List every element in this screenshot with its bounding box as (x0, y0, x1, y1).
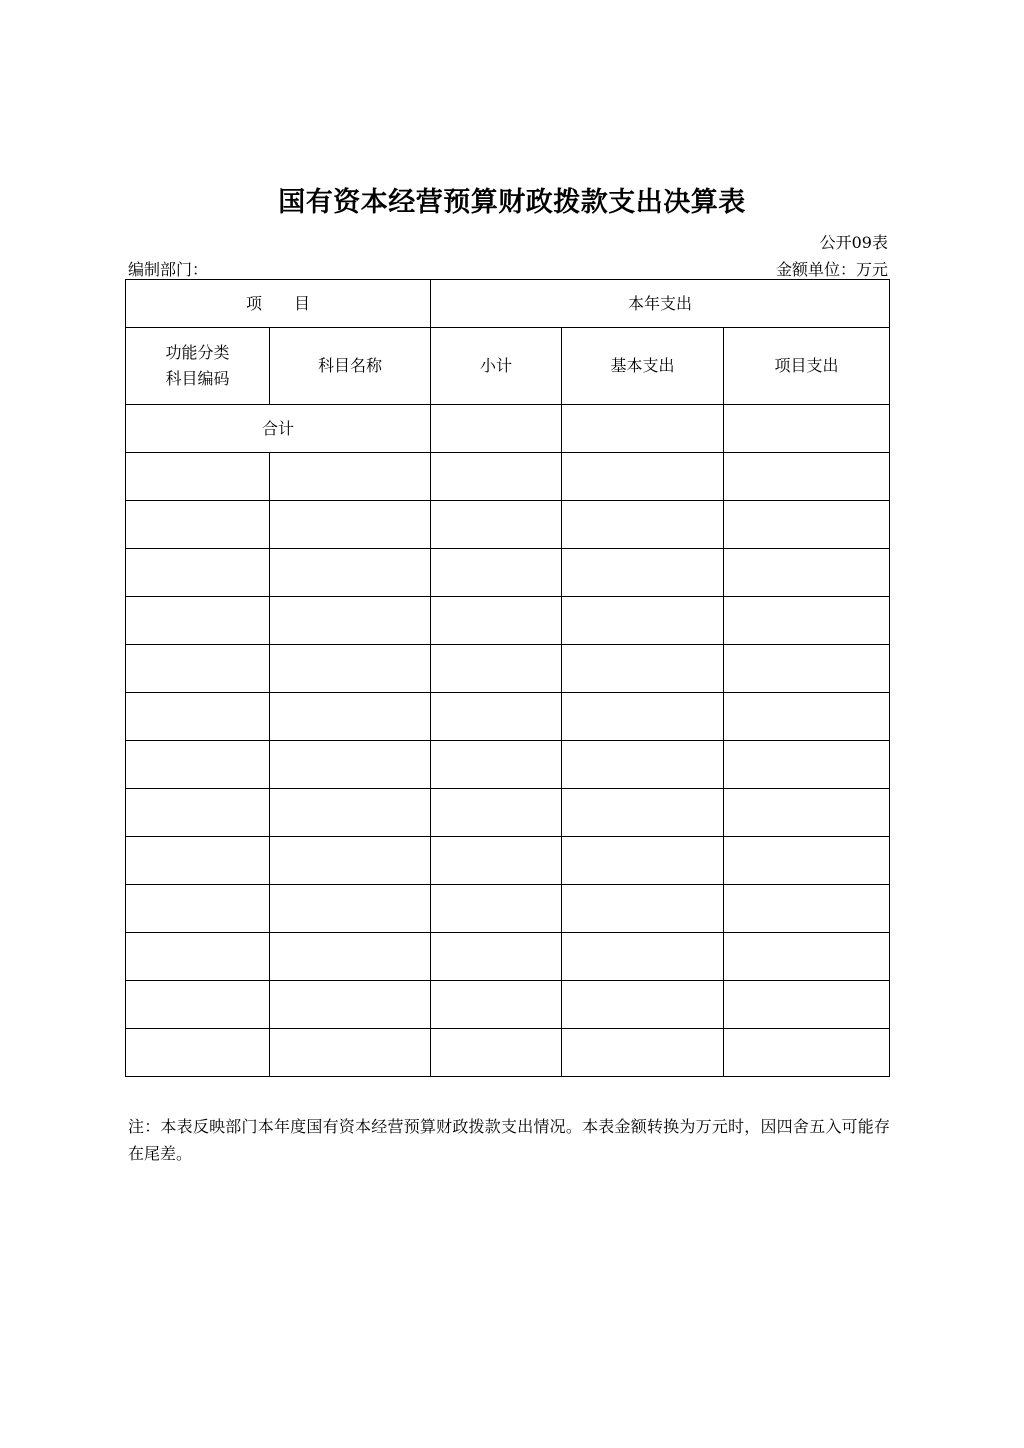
cell-basic-expense (562, 645, 724, 693)
table-row (126, 597, 890, 645)
header-basic-expense: 基本支出 (562, 328, 724, 405)
header-func-code-line2: 科目编码 (165, 369, 230, 388)
header-row-2 (126, 328, 890, 405)
header-project-expense: 项目支出 (724, 328, 890, 405)
cell-func-code (126, 597, 270, 645)
cell-func-code (126, 645, 270, 693)
cell-subtotal (431, 693, 562, 741)
cell-basic-expense (562, 693, 724, 741)
cell-basic-expense (562, 981, 724, 1029)
department-label: 编制部门： (128, 260, 209, 279)
cell-subject-name (270, 789, 431, 837)
cell-func-code (126, 981, 270, 1029)
header-item: 项 目 (126, 280, 431, 328)
table-row (126, 741, 890, 789)
cell-subtotal (431, 549, 562, 597)
cell-subject-name (270, 549, 431, 597)
table-row (126, 1029, 890, 1077)
cell-subtotal (431, 501, 562, 549)
total-subtotal-cell (431, 405, 562, 453)
cell-subject-name (270, 597, 431, 645)
cell-func-code (126, 885, 270, 933)
cell-project-expense (724, 549, 890, 597)
table-row (126, 645, 890, 693)
cell-basic-expense (562, 837, 724, 885)
table-row (126, 933, 890, 981)
cell-project-expense (724, 693, 890, 741)
cell-project-expense (724, 1029, 890, 1077)
cell-subject-name (270, 1029, 431, 1077)
cell-func-code (126, 789, 270, 837)
cell-func-code (126, 501, 270, 549)
cell-project-expense (724, 933, 890, 981)
cell-subject-name (270, 453, 431, 501)
cell-func-code (126, 741, 270, 789)
page-title: 国有资本经营预算财政拨款支出决算表 (278, 187, 746, 218)
cell-basic-expense (562, 885, 724, 933)
cell-subtotal (431, 885, 562, 933)
cell-project-expense (724, 645, 890, 693)
footnote: 注：本表反映部门本年度国有资本经营预算财政拨款支出情况。本表金额转换为万元时，因四舍五入可能存在尾差。 (128, 1117, 890, 1163)
cell-func-code (126, 1029, 270, 1077)
cell-subtotal (431, 645, 562, 693)
header-subtotal: 小计 (431, 328, 562, 405)
cell-subtotal (431, 837, 562, 885)
table-row (126, 501, 890, 549)
cell-basic-expense (562, 789, 724, 837)
cell-subject-name (270, 501, 431, 549)
cell-basic-expense (562, 549, 724, 597)
cell-project-expense (724, 981, 890, 1029)
cell-subtotal (431, 597, 562, 645)
total-project-cell (724, 405, 890, 453)
form-code: 公开09表 (819, 233, 888, 252)
cell-subtotal (431, 933, 562, 981)
cell-subject-name (270, 741, 431, 789)
header-func-code (126, 328, 270, 405)
cell-func-code (126, 693, 270, 741)
cell-func-code (126, 453, 270, 501)
cell-subject-name (270, 837, 431, 885)
cell-project-expense (724, 837, 890, 885)
cell-basic-expense (562, 453, 724, 501)
expenditure-table (125, 279, 890, 1077)
cell-project-expense (724, 885, 890, 933)
table-row (126, 885, 890, 933)
cell-subject-name (270, 885, 431, 933)
header-subject-name: 科目名称 (270, 328, 431, 405)
cell-basic-expense (562, 741, 724, 789)
cell-subtotal (431, 741, 562, 789)
table-row (126, 549, 890, 597)
total-row (126, 405, 890, 453)
cell-project-expense (724, 501, 890, 549)
cell-project-expense (724, 597, 890, 645)
cell-subtotal (431, 981, 562, 1029)
cell-subtotal (431, 453, 562, 501)
cell-project-expense (724, 789, 890, 837)
table-row (126, 837, 890, 885)
total-label: 合计 (126, 405, 431, 453)
cell-subtotal (431, 1029, 562, 1077)
cell-basic-expense (562, 933, 724, 981)
cell-project-expense (724, 741, 890, 789)
cell-subject-name (270, 645, 431, 693)
cell-basic-expense (562, 1029, 724, 1077)
cell-project-expense (724, 453, 890, 501)
header-func-code-line1: 功能分类 (165, 343, 230, 362)
cell-subject-name (270, 693, 431, 741)
unit-label: 金额单位：万元 (775, 260, 888, 279)
cell-subject-name (270, 981, 431, 1029)
total-basic-cell (562, 405, 724, 453)
table-row (126, 453, 890, 501)
cell-basic-expense (562, 597, 724, 645)
table-row (126, 693, 890, 741)
cell-subject-name (270, 933, 431, 981)
table-row (126, 789, 890, 837)
cell-func-code (126, 933, 270, 981)
table-row (126, 981, 890, 1029)
cell-subtotal (431, 789, 562, 837)
header-row-1 (126, 280, 890, 328)
cell-basic-expense (562, 501, 724, 549)
cell-func-code (126, 549, 270, 597)
header-current-year-expense: 本年支出 (431, 280, 890, 328)
cell-func-code (126, 837, 270, 885)
